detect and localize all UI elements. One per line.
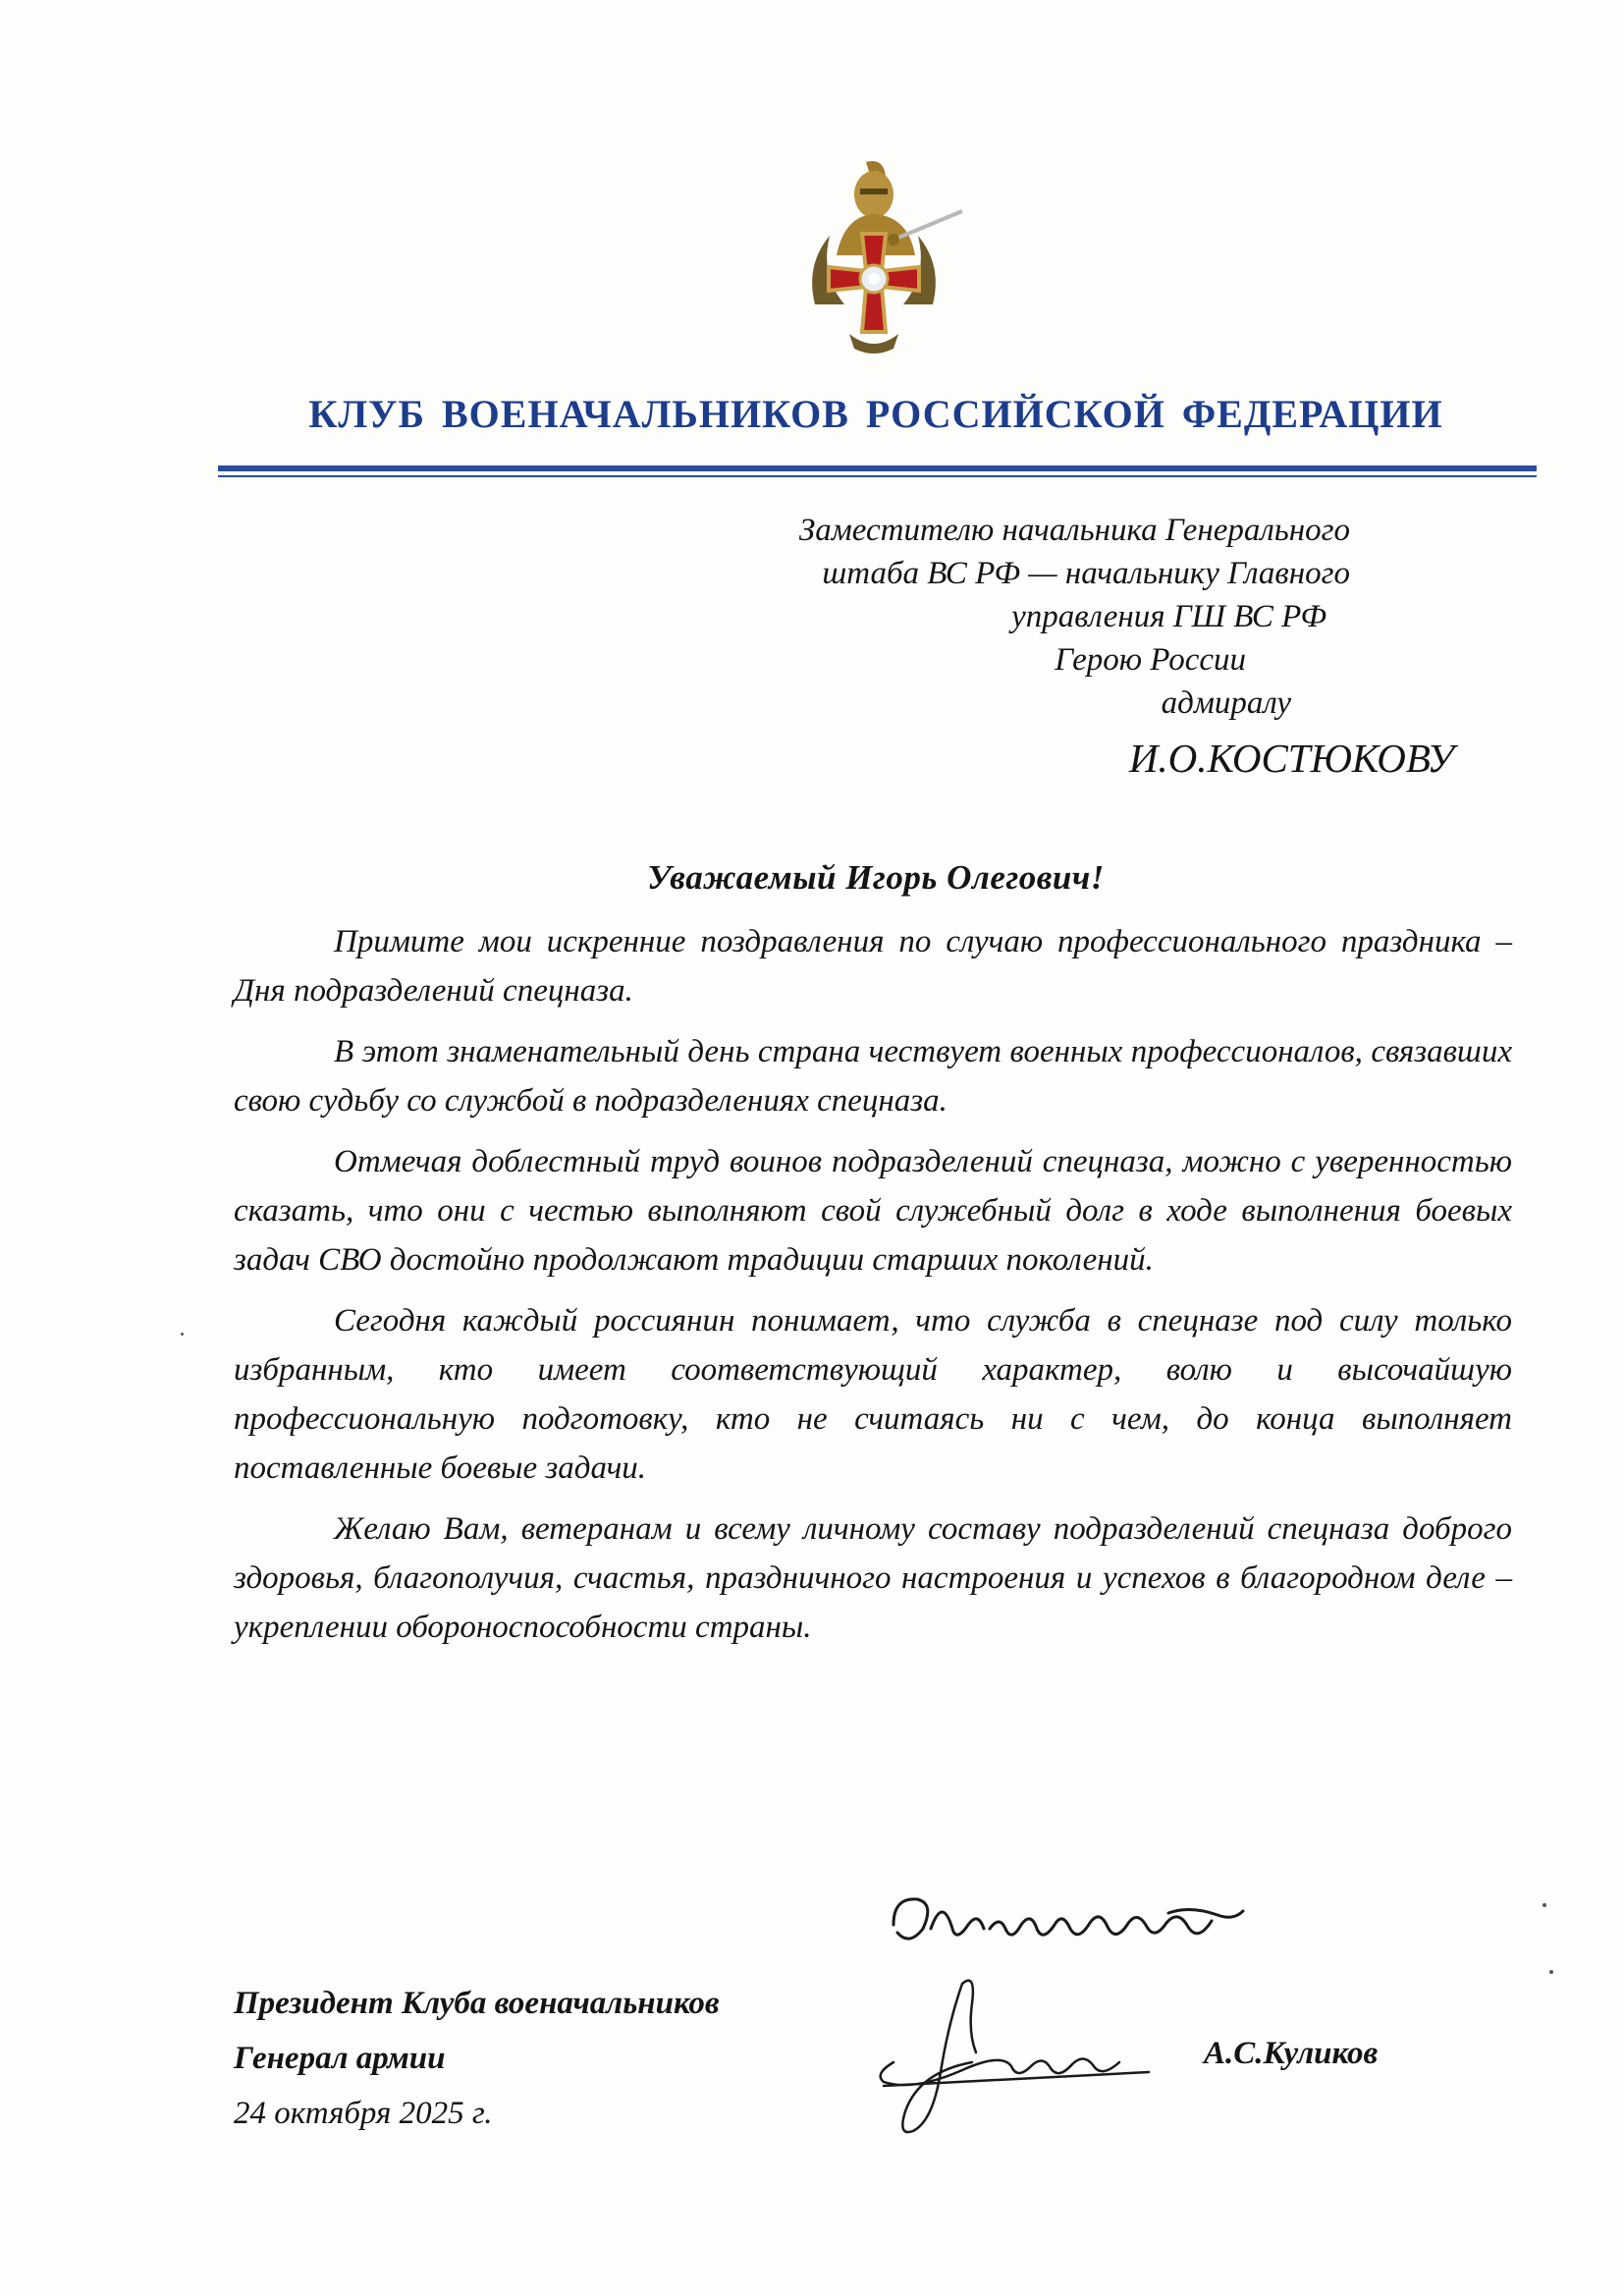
scan-speck	[181, 1333, 184, 1336]
addressee-line-3: управления ГШ ВС РФ	[1011, 599, 1326, 634]
addressee-line-1: Заместителю начальника Генерального	[798, 513, 1350, 548]
body-paragraph: Сегодня каждый россиянин понимает, что служба в спецназе под силу только избранным, кто имеет соответствующий характер, волю и высочайшую профессиональную подготовку, кто не считаясь ни с чем, до конца выполняет поставленные боевые задачи.	[234, 1303, 1512, 1486]
emblem-order-knight-icon	[776, 157, 972, 358]
organization-title: КЛУБ ВОЕНАЧАЛЬНИКОВ РОССИЙСКОЙ ФЕДЕРАЦИИ	[308, 392, 1443, 436]
letter-date: 24 октября 2025 г.	[234, 2096, 493, 2131]
handwritten-note	[884, 1886, 1257, 1964]
letterhead-rule-thin	[218, 475, 1537, 477]
signatory-block	[234, 1976, 720, 2141]
addressee-line-4: Герою России	[1055, 642, 1246, 678]
letter-body	[234, 917, 1512, 1664]
addressee-line-2: штаба ВС РФ — начальнику Главного	[822, 556, 1350, 591]
body-paragraph: В этот знаменательный день страна чествует военных профессионалов, связавших свою судьбу со службой в подразделениях спецназа.	[234, 1034, 1512, 1119]
handwritten-signature	[854, 1964, 1168, 2146]
salutation: Уважаемый Игорь Олегович!	[647, 858, 1105, 897]
scan-speck	[1543, 1903, 1546, 1907]
addressee-line-5: адмиралу	[1161, 685, 1291, 721]
scan-speck	[1549, 1970, 1553, 1974]
addressee-block	[708, 509, 1454, 788]
signatory-rank: Генерал армии	[234, 2041, 446, 2076]
body-paragraph: Примите мои искренние поздравления по случаю профессионального праздника – Дня подразделений спецназа.	[234, 924, 1512, 1009]
signatory-position: Президент Клуба военачальников	[234, 1986, 720, 2021]
addressee-name: И.О.КОСТЮКОВУ	[1128, 736, 1454, 781]
signatory-name: А.С.Куликов	[1204, 2036, 1379, 2071]
body-paragraph: Желаю Вам, ветеранам и всему личному составу подразделений спецназа доброго здоровья, благополучия, счастья, праздничного настроения и успехов в благородном деле – укреплении обороноспособности страны.	[234, 1511, 1512, 1645]
letterhead-rule-thick	[218, 465, 1537, 471]
body-paragraph: Отмечая доблестный труд воинов подразделений спецназа, можно с уверенностью сказать, что они с честью выполняют свой служебный долг в ходе выполнения боевых задач СВО достойно продолжают традиции старших поколений.	[234, 1144, 1512, 1278]
